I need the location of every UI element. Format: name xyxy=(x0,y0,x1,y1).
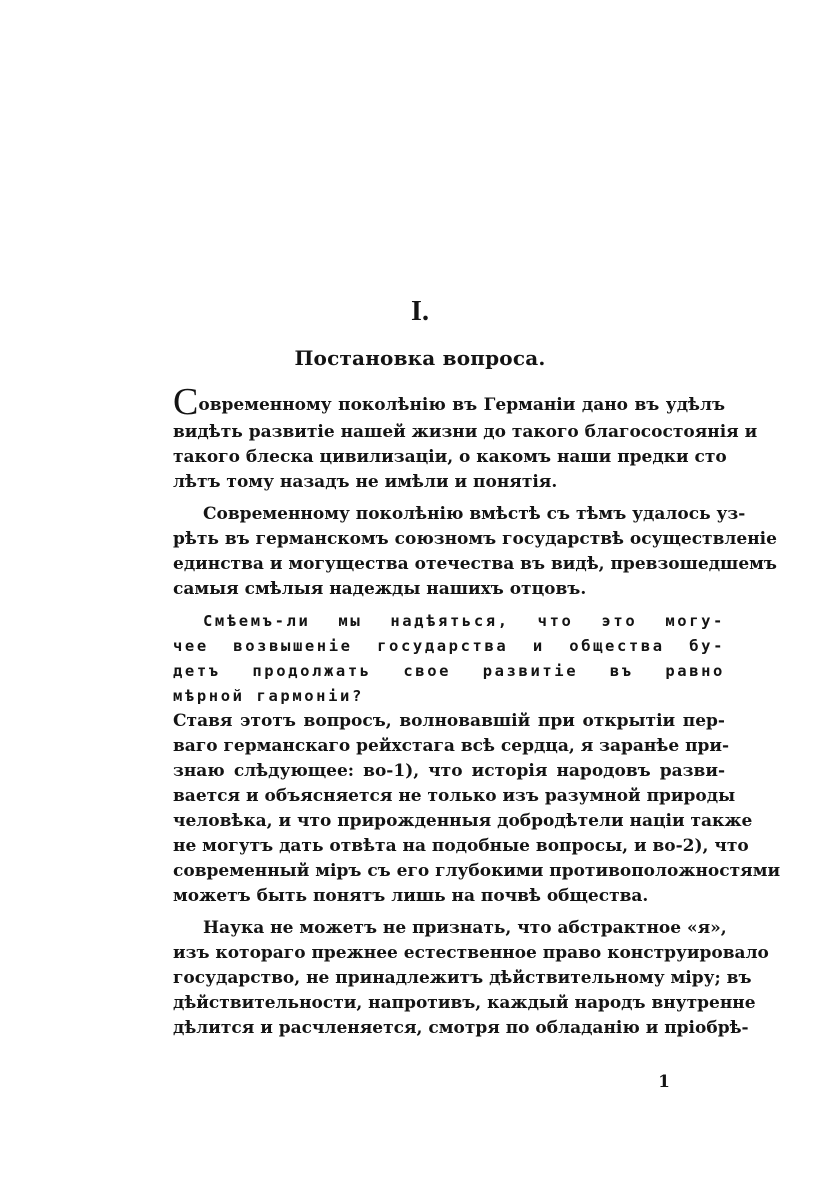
text-line: не могутъ дать отвѣта на подобные вопросы, и во-2), что xyxy=(173,836,749,856)
text-line: рѣть въ германскомъ союзномъ государствѣ осуществленіе xyxy=(173,529,777,549)
text-line: такого блеска цивилизаціи, о какомъ наши предки сто xyxy=(173,447,727,467)
text-line: можетъ быть понятъ лишь на почвѣ общества. xyxy=(173,886,649,906)
text-line: Современному поколѣнію въ Германіи дано въ удѣлъ xyxy=(173,381,725,423)
text-line: самыя смѣлыя надежды нашихъ отцовъ. xyxy=(173,579,587,599)
text-line: Смѣемъ-ли мы надѣяться, что это могу- xyxy=(203,612,725,630)
paragraph-1 xyxy=(173,381,758,495)
text-line: знаю слѣдующее: во-1), что исторія народовъ разви- xyxy=(173,761,725,781)
chapter-title: Постановка вопроса. xyxy=(294,346,546,370)
text-line: государство, не принадлежитъ дѣйствительному міру; въ xyxy=(173,968,752,988)
text-line: изъ котораго прежнее естественное право конструировало xyxy=(173,943,769,963)
text-line: дѣлится и расчленяется, смотря по обладанію и пріобрѣ- xyxy=(173,1018,749,1038)
page-number: 1 xyxy=(658,1072,670,1092)
drop-cap: С xyxy=(173,381,199,423)
text-line: детъ продолжать свое развитіе въ равно xyxy=(173,662,725,680)
text-line: мѣрной гармоніи? xyxy=(173,687,364,705)
text-line: единства и могущества отечества въ видѣ, превзошедшемъ xyxy=(173,554,777,574)
text-line: современный міръ съ его глубокими противоположностями xyxy=(173,861,781,881)
text-line: человѣка, и что прирожденныя добродѣтели націи также xyxy=(173,811,753,831)
chapter-number: I. xyxy=(411,296,429,327)
text-line: чее возвышеніе государства и общества бу- xyxy=(173,637,725,655)
paragraph-2 xyxy=(173,502,777,602)
paragraph-4 xyxy=(173,709,781,909)
paragraph-5 xyxy=(173,916,769,1041)
text-line: дѣйствительности, напротивъ, каждый народъ внутренне xyxy=(173,993,756,1013)
text-line: лѣтъ тому назадъ не имѣли и понятія. xyxy=(173,472,558,492)
paragraph-3 xyxy=(173,609,725,709)
text-line: Ставя этотъ вопросъ, волновавшій при открытіи пер- xyxy=(173,711,725,731)
text-line: ваго германскаго рейхстага всѣ сердца, я заранѣе при- xyxy=(173,736,730,756)
text-line: Современному поколѣнію вмѣстѣ съ тѣмъ удалось уз- xyxy=(203,504,746,524)
text-line: вается и объясняется не только изъ разумной природы xyxy=(173,786,736,806)
body-text xyxy=(173,381,781,1041)
text-line: Наука не можетъ не признать, что абстрактное «я», xyxy=(203,918,727,938)
text-line: видѣть развитіе нашей жизни до такого благосостоянія и xyxy=(173,422,758,442)
